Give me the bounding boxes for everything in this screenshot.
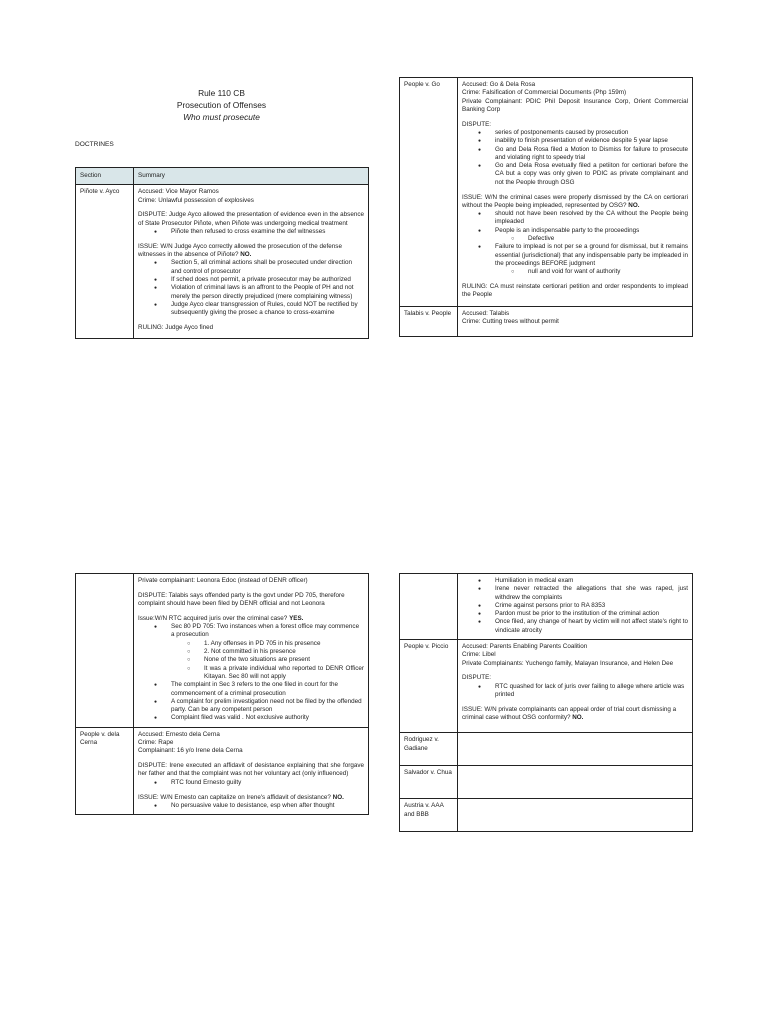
case-name: Rodriguez v. Gadiane [400,733,458,766]
case-summary [458,78,693,307]
doctrines-table-3 [75,573,369,815]
case-summary-empty [458,799,693,832]
issue-text [462,706,688,729]
dispute-list [462,683,688,700]
table-row-go [400,78,693,307]
dispute-text: DISPUTE: [462,120,492,128]
issue-question: ISSUE: W/N private complainants can appeal order of trial court dismissing a criminal case without OSG conformity? [462,705,677,722]
doctrines-table-1 [75,167,369,339]
case-summary [458,574,693,640]
sub-list-item: ○ null and void for want of authority [528,268,688,276]
header-section: Section [76,168,134,185]
sub-list-item: ○ None of the two situations are present [204,656,364,664]
list-item: ● Judge Ayco clear transgression of Rules, could NOT be rectified by subsequently giving the prosec a chance to cross-examine [171,301,364,318]
case-name-empty [400,574,458,640]
crime-line: Crime: Falsification of Commercial Documents (Php 159m) [462,89,627,97]
issue-question: Issue:W/N RTC acquired juris over the criminal case? [138,614,288,622]
private-complainant-line: Private Complainants: Yuchengo family, Malayan Insurance, and Helen Dee [462,659,674,667]
list-item: ● Pardon must be prior to the institution of the criminal action [495,610,688,618]
list-item: ● Violation of criminal laws is an affront to the People of PH and not merely the person directly prejudiced (mere complaining witness) [171,284,364,301]
list-item: ● If sched does not permit, a private prosecutor may be authorized [171,276,364,284]
issue-list [138,623,364,723]
table-row-talabis-continued [76,574,369,728]
list-item: ● Complaint filed was valid . Not exclusive authority [171,714,364,722]
sub-list [495,268,688,276]
dispute-list [138,779,364,787]
issue-answer: YES. [289,614,304,622]
issue-answer: NO. [628,201,640,209]
issue-text [462,194,688,211]
issue-question: ISSUE: W/N Ernesto can capitalize on Irene's affidavit of desistance? [138,793,331,801]
table-header-row [76,168,369,185]
accused-line: Accused: Vice Mayor Ramos [138,188,219,196]
list-item: ● Go and Dela Rosa filed a Motion to Dismiss for failure to prosecute and violating right to speedy trial [495,146,688,163]
document-title-block [75,88,368,124]
dispute-text: DISPUTE: Judge Ayco allowed the presentation of evidence even in the absence of State Prosecutor Piñote, when Piñote was undergoing medical treatment [138,211,364,227]
list-item: ● Go and Dela Rosa evetually filed a petiiton for certiorari before the CA but a copy was only given to PDIC as private complainant and not the People through OSG [495,162,688,187]
doctrines-table-4 [399,573,693,832]
case-summary-empty [458,766,693,799]
list-item: ● Irene never retracted the allegations that she was raped, just withdrew the complaints [495,585,688,602]
header-summary: Summary [134,168,369,185]
list-item: ● Section 5, all criminal actions shall be prosecuted under direction and control of prosecutor [171,259,364,276]
issue-question: ISSUE: W/N Judge Ayco correctly allowed the prosecution of the defense witnesses in the absence of Piñote? [138,242,342,259]
list-item [495,227,688,244]
case-summary [458,306,693,336]
complainant-line: Complainant: 16 y/o Irene dela Cerna [138,747,243,755]
sub-list [171,640,364,681]
issue-list [462,210,688,276]
list-item: ● The complaint in Sec 3 refers to the one filed in court for the commencement of a criminal prosecution [171,681,364,698]
list-item: ● A complaint for prelim investigation need not be filed by the offended party. Can be any competent person [171,698,364,715]
table-row-dela-cerna-continued [400,574,693,640]
issue-text [138,794,364,802]
dispute-list [138,228,364,236]
case-summary-empty [458,733,693,766]
case-summary [134,574,369,728]
table-row-rodriguez [400,733,693,766]
accused-line: Accused: Parents Enabling Parents Coalition [462,643,588,651]
accused-line: Accused: Ernesto dela Cerna [138,730,220,738]
crime-line: Crime: Unlawful possession of explosives [138,196,254,204]
list-item: ● inability to finish presentation of evidence despite 5 year lapse [495,137,688,145]
issue-list [462,577,688,635]
list-item [171,623,364,681]
dispute-list [462,129,688,187]
list-item: ● No persuasive value to desistance, esp when after thought [171,802,364,810]
case-name: Piñote v. Ayco [76,185,134,339]
case-summary [134,185,369,339]
table-row-dela-cerna [76,727,369,814]
sub-list-item: ○ 2. Not committed in his presence [204,648,364,656]
case-name: People v. Piccio [400,640,458,733]
list-item-text: People is an indispensable party to the proceedings [495,226,640,234]
list-item: ● should not have been resolved by the CA without the People being impleaded [495,210,688,227]
list-item: ● Once filed, any change of heart by victim will not affect state's right to vindicate atrocity [495,618,688,635]
case-name: People v. dela Cerna [76,727,134,814]
crime-line: Crime: Libel [462,651,496,659]
accused-line: Accused: Talabis [462,309,510,317]
rule-title: Rule 110 CB [198,88,245,98]
list-item: ● RTC found Ernesto guilty [171,779,364,787]
table-row-salvador [400,766,693,799]
issue-list [138,259,364,317]
issue-question: ISSUE: W/N the criminal cases were properly dismissed by the CA on certiorari without the People being impleaded, represented by OSG? [462,193,688,209]
sub-list-item: ○ It was a private individual who reported to DENR Officer Kitayan. Sec 80 will not apply [204,665,364,682]
crime-line: Crime: Rape [138,739,174,747]
case-name: Talabis v. People [400,306,458,336]
doctrines-table-2 [399,77,693,337]
accused-line: Accused: Go & Dela Rosa [462,81,536,88]
list-item [495,243,688,276]
issue-answer: NO. [332,793,344,801]
case-name-empty [76,574,134,728]
ruling-text: RULING: Judge Ayco fined [138,323,214,331]
issue-text [138,243,364,260]
table-row-austria [400,799,693,832]
list-item: ● Humiliation in medical exam [495,577,688,585]
case-summary [134,727,369,814]
case-name: People v. Go [400,78,458,307]
crime-line: Crime: Cutting trees without permit [462,317,559,325]
private-complainant-line: Private complainant: Leonora Edoc (instead of DENR officer) [138,577,308,584]
table-row-piccio [400,640,693,733]
private-complainant-line: Private Complainant: PDIC Phil Deposit Insurance Corp, Orient Commercial Banking Corp [462,97,688,113]
case-summary [458,640,693,733]
issue-list [138,802,364,810]
list-item: ● RTC quashed for lack of juris over failing to allege where article was printed [495,683,688,700]
case-name: Austria v. AAA and BBB [400,799,458,832]
doctrines-heading: DOCTRINES [75,141,114,148]
sub-list [495,235,688,243]
dispute-text: DISPUTE: Talabis says offended party is the govt under PD 705, therefore complaint should have been filed by DENR official and not Leonora [138,591,345,608]
list-item: ● series of postponements caused by prosecution [495,129,688,137]
dispute-text: DISPUTE: [462,674,492,682]
case-name: Salvador v. Chua [400,766,458,799]
list-item-text: Failure to implead is not per se a ground for dismissal, but it remains essential (jurisdictional) that any indispensable party be impleaded in the proceedings BEFORE judgment [495,243,688,267]
list-item: ● Crime against persons prior to RA 8353 [495,602,688,610]
issue-text [138,615,364,623]
sub-list-item: ○ 1. Any offenses in PD 705 in his presence [204,640,364,648]
table-row-pinote [76,185,369,339]
table-row-talabis [400,306,693,336]
list-item-text: Sec 80 PD 705: Two instances when a forest office may commence a prosecution [171,623,360,639]
list-item: ● Piñote then refused to cross examine the def witnesses [171,228,364,236]
ruling-text: RULING: CA must reinstate certiorari petition and order respondents to implead the People [462,283,688,299]
issue-answer: NO. [240,251,252,259]
issue-answer: NO. [572,714,584,722]
dispute-text: DISPUTE: Irene executed an affidavit of desistance explaining that she forgave her father and that the complaint was not her voluntary act (only influenced) [138,762,364,778]
rule-topic: Who must prosecute [183,111,260,122]
sub-list-item: ○ Defective [528,235,688,243]
rule-subtitle: Prosecution of Offenses [176,99,267,110]
